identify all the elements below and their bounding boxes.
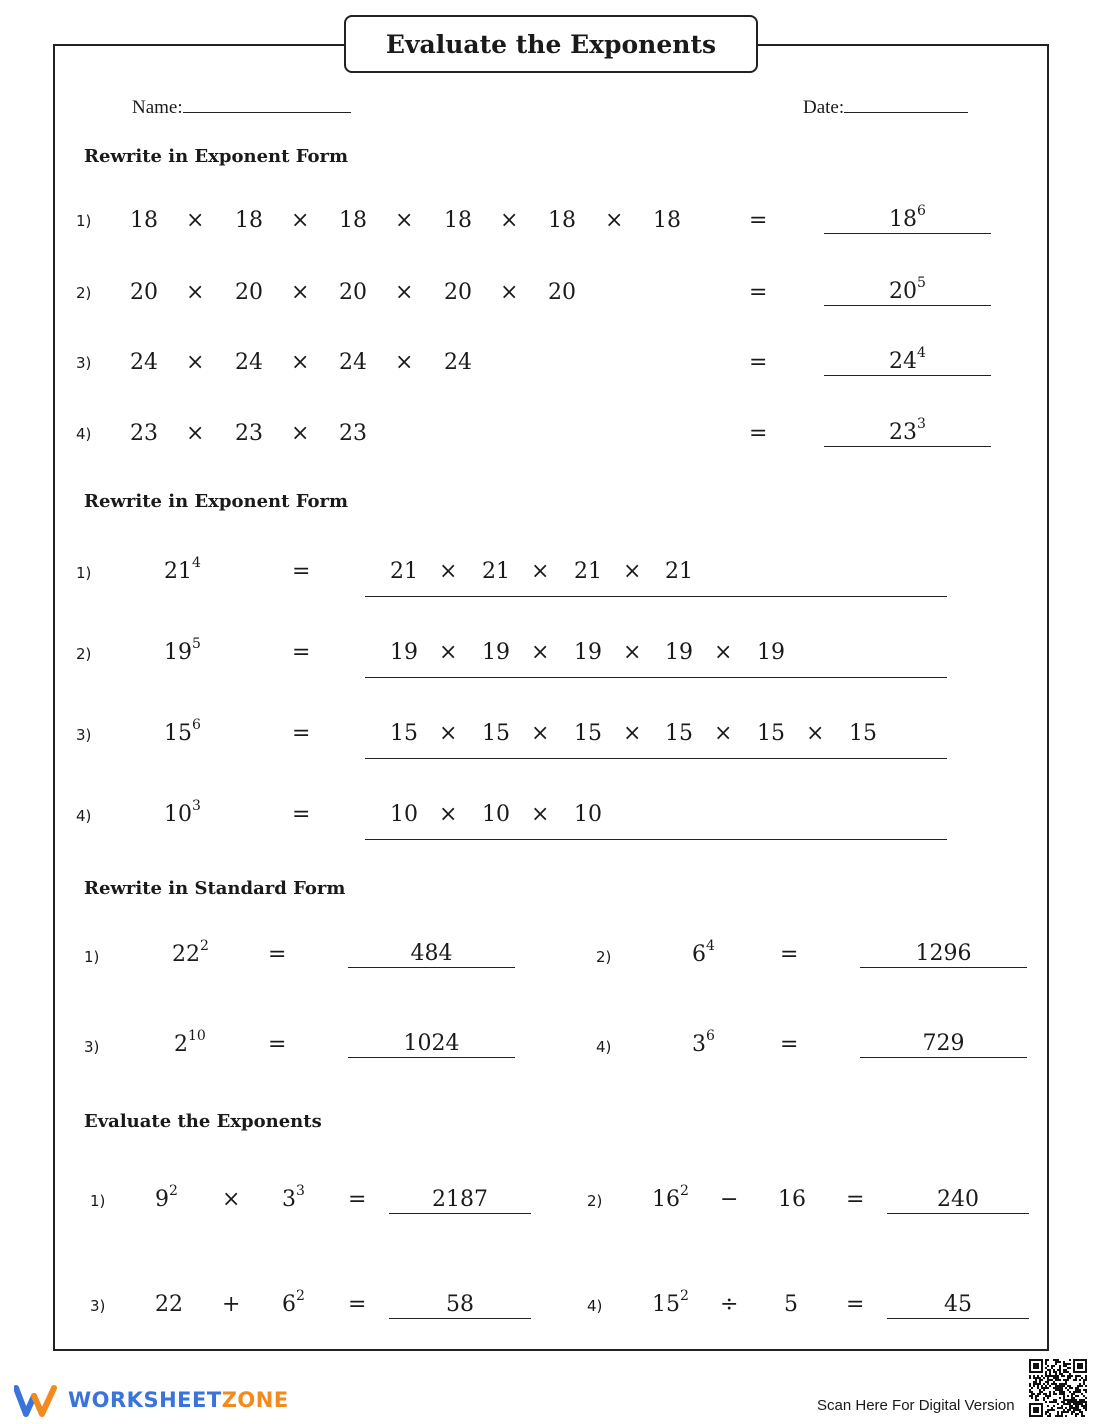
times-sign: × <box>186 208 205 233</box>
answer-line[interactable] <box>824 344 991 376</box>
power <box>692 937 715 967</box>
power <box>172 937 209 967</box>
problem-number: 3) <box>90 1297 106 1315</box>
factor: 24 <box>130 350 158 375</box>
exponent: 4 <box>706 937 715 954</box>
base: 3 <box>692 1032 706 1057</box>
answer-line[interactable] <box>348 936 515 968</box>
factor: 20 <box>548 280 576 305</box>
answer-value: 58 <box>446 1292 474 1317</box>
exponent: 2 <box>296 1287 305 1304</box>
factor: 10 <box>574 802 602 827</box>
problem-number: 4) <box>76 807 92 825</box>
factor: 18 <box>444 208 472 233</box>
exponent: 2 <box>680 1287 689 1304</box>
factor: 19 <box>390 640 418 665</box>
times-sign: × <box>439 721 458 746</box>
power-expression <box>172 937 209 967</box>
factor: 15 <box>665 721 693 746</box>
factor: 23 <box>130 421 158 446</box>
factor: 15 <box>757 721 785 746</box>
exponent: 4 <box>917 344 926 361</box>
factor: 21 <box>482 559 510 584</box>
factor: 18 <box>548 208 576 233</box>
exponent: 5 <box>192 635 201 652</box>
power <box>164 554 201 584</box>
name-blank[interactable] <box>183 94 351 113</box>
factor: 19 <box>665 640 693 665</box>
exponent: 5 <box>917 274 926 291</box>
equals-sign: = <box>292 559 311 584</box>
power-expression <box>164 716 201 746</box>
term <box>652 1182 689 1212</box>
second-term <box>778 1187 806 1212</box>
base: 6 <box>282 1292 296 1317</box>
times-sign: × <box>531 802 550 827</box>
base: 3 <box>282 1187 296 1212</box>
exponent: 4 <box>192 554 201 571</box>
times-sign: × <box>186 280 205 305</box>
times-sign: × <box>439 640 458 665</box>
equals-sign: = <box>268 1032 287 1057</box>
answer-line[interactable] <box>824 415 991 447</box>
base: 21 <box>164 559 192 584</box>
term <box>282 1287 305 1317</box>
answer-line[interactable] <box>348 1026 515 1058</box>
answer-value: 2187 <box>432 1187 488 1212</box>
problem-number: 1) <box>76 212 92 230</box>
factor: 15 <box>574 721 602 746</box>
power-expression <box>174 1027 206 1057</box>
equals-sign: = <box>348 1292 367 1317</box>
answer-line[interactable] <box>365 838 947 840</box>
problem-number: 2) <box>76 645 92 663</box>
section1-heading: Rewrite in Exponent Form <box>84 146 349 167</box>
exponent: 6 <box>706 1027 715 1044</box>
problem-number: 4) <box>76 425 92 443</box>
base: 19 <box>164 640 192 665</box>
times-sign: × <box>186 421 205 446</box>
answer-line[interactable] <box>389 1182 531 1214</box>
power <box>692 1027 715 1057</box>
problem-number: 1) <box>90 1192 106 1210</box>
term <box>778 1187 806 1212</box>
equals-sign: = <box>846 1187 865 1212</box>
problem-number: 2) <box>596 948 612 966</box>
section2-heading: Rewrite in Exponent Form <box>84 491 349 512</box>
date-field <box>803 94 968 119</box>
times-sign: × <box>531 559 550 584</box>
power <box>164 635 201 665</box>
exponent: 3 <box>296 1182 305 1199</box>
equals-sign: = <box>749 350 768 375</box>
answer-line[interactable] <box>860 936 1027 968</box>
factor: 21 <box>390 559 418 584</box>
worksheetzone-logo-icon <box>14 1384 62 1418</box>
scan-text: Scan Here For Digital Version <box>817 1397 1015 1414</box>
exponent: 2 <box>200 937 209 954</box>
brand-right: ZONE <box>221 1388 289 1412</box>
name-label: Name: <box>132 97 183 118</box>
factor: 10 <box>482 802 510 827</box>
equals-sign: = <box>749 421 768 446</box>
base: 22 <box>155 1292 183 1317</box>
first-term <box>652 1287 689 1317</box>
equals-sign: = <box>292 640 311 665</box>
answer-power <box>889 202 926 232</box>
factor: 15 <box>390 721 418 746</box>
times-sign: × <box>291 350 310 375</box>
answer-value: 1296 <box>915 941 972 966</box>
exponent: 6 <box>917 202 926 219</box>
answer-value: 729 <box>922 1031 965 1056</box>
operator-sign: + <box>222 1292 241 1317</box>
equals-sign: = <box>292 802 311 827</box>
answer-power <box>889 415 926 445</box>
times-sign: × <box>714 640 733 665</box>
equals-sign: = <box>780 942 799 967</box>
times-sign: × <box>291 280 310 305</box>
times-sign: × <box>531 640 550 665</box>
base: 9 <box>155 1187 169 1212</box>
power-expression <box>692 937 715 967</box>
answer-line[interactable] <box>860 1026 1027 1058</box>
problem-number: 4) <box>587 1297 603 1315</box>
answer-value: 1024 <box>403 1031 460 1056</box>
factor: 18 <box>130 208 158 233</box>
term <box>652 1287 689 1317</box>
base: 20 <box>889 279 918 304</box>
times-sign: × <box>531 721 550 746</box>
factor: 18 <box>339 208 367 233</box>
section4-heading: Evaluate the Exponents <box>84 1111 322 1132</box>
exponent: 10 <box>188 1027 206 1044</box>
factor: 24 <box>235 350 263 375</box>
times-sign: × <box>605 208 624 233</box>
times-sign: × <box>291 421 310 446</box>
answer-power <box>889 344 926 374</box>
base: 5 <box>784 1292 798 1317</box>
term <box>784 1292 798 1317</box>
times-sign: × <box>439 802 458 827</box>
answer-value: 45 <box>944 1292 972 1317</box>
operator-sign: ÷ <box>720 1292 739 1317</box>
answer-line[interactable] <box>365 757 947 759</box>
base: 10 <box>164 802 192 827</box>
times-sign: × <box>623 559 642 584</box>
answer-value: 240 <box>937 1187 979 1212</box>
factor: 20 <box>130 280 158 305</box>
base: 16 <box>778 1187 806 1212</box>
equals-sign: = <box>749 280 768 305</box>
section3-heading: Rewrite in Standard Form <box>84 878 346 899</box>
exponent: 3 <box>192 797 201 814</box>
name-field <box>132 94 351 119</box>
base: 6 <box>692 942 706 967</box>
times-sign: × <box>623 640 642 665</box>
date-label: Date: <box>803 97 845 118</box>
times-sign: × <box>500 208 519 233</box>
problem-number: 3) <box>76 726 92 744</box>
worksheet-title: Evaluate the Exponents <box>344 15 758 73</box>
problem-number: 3) <box>84 1038 100 1056</box>
times-sign: × <box>623 721 642 746</box>
times-sign: × <box>395 350 414 375</box>
second-term <box>784 1292 798 1317</box>
problem-number: 2) <box>587 1192 603 1210</box>
answer-line[interactable] <box>824 202 991 234</box>
factor: 23 <box>339 421 367 446</box>
exponent: 2 <box>169 1182 178 1199</box>
first-term <box>155 1292 183 1317</box>
power <box>164 797 201 827</box>
problem-number: 4) <box>596 1038 612 1056</box>
base: 2 <box>174 1032 188 1057</box>
first-term <box>155 1182 178 1212</box>
times-sign: × <box>291 208 310 233</box>
equals-sign: = <box>846 1292 865 1317</box>
answer-line[interactable] <box>389 1287 531 1319</box>
date-blank[interactable] <box>844 94 968 113</box>
problem-number: 1) <box>84 948 100 966</box>
factor: 24 <box>444 350 472 375</box>
power-expression <box>692 1027 715 1057</box>
equals-sign: = <box>348 1187 367 1212</box>
factor: 18 <box>653 208 681 233</box>
base: 23 <box>889 420 918 445</box>
brand-left: WORKSHEET <box>68 1388 222 1412</box>
problem-number: 2) <box>76 284 92 302</box>
power <box>174 1027 206 1057</box>
first-term <box>652 1182 689 1212</box>
times-sign: × <box>439 559 458 584</box>
times-sign: × <box>186 350 205 375</box>
base: 24 <box>889 349 918 374</box>
factor: 19 <box>482 640 510 665</box>
second-term <box>282 1287 305 1317</box>
worksheetzone-brand <box>68 1388 289 1412</box>
term <box>282 1182 305 1212</box>
answer-power <box>889 274 926 304</box>
exponent: 6 <box>192 716 201 733</box>
factor: 24 <box>339 350 367 375</box>
power-expression <box>164 635 201 665</box>
equals-sign: = <box>268 942 287 967</box>
answer-value: 484 <box>410 941 453 966</box>
base: 22 <box>172 942 200 967</box>
base: 18 <box>889 207 918 232</box>
times-sign: × <box>395 280 414 305</box>
factor: 23 <box>235 421 263 446</box>
base: 16 <box>652 1187 680 1212</box>
equals-sign: = <box>780 1032 799 1057</box>
power-expression <box>164 554 201 584</box>
power <box>164 716 201 746</box>
answer-line[interactable] <box>365 676 947 678</box>
worksheet-frame <box>53 44 1049 1351</box>
second-term <box>282 1182 305 1212</box>
factor: 20 <box>235 280 263 305</box>
operator-sign: × <box>222 1187 241 1212</box>
answer-line[interactable] <box>824 274 991 306</box>
qr-code-icon[interactable] <box>1029 1359 1087 1417</box>
base: 15 <box>164 721 192 746</box>
factor: 19 <box>757 640 785 665</box>
answer-line[interactable] <box>887 1287 1029 1319</box>
times-sign: × <box>714 721 733 746</box>
exponent: 3 <box>917 415 926 432</box>
times-sign: × <box>806 721 825 746</box>
answer-line[interactable] <box>365 595 947 597</box>
exponent: 2 <box>680 1182 689 1199</box>
base: 15 <box>652 1292 680 1317</box>
factor: 20 <box>339 280 367 305</box>
factor: 18 <box>235 208 263 233</box>
power-expression <box>164 797 201 827</box>
problem-number: 1) <box>76 564 92 582</box>
factor: 15 <box>482 721 510 746</box>
factor: 19 <box>574 640 602 665</box>
term <box>155 1182 178 1212</box>
factor: 21 <box>574 559 602 584</box>
factor: 15 <box>849 721 877 746</box>
factor: 21 <box>665 559 693 584</box>
times-sign: × <box>500 280 519 305</box>
times-sign: × <box>395 208 414 233</box>
operator-sign: − <box>720 1187 739 1212</box>
equals-sign: = <box>292 721 311 746</box>
equals-sign: = <box>749 208 768 233</box>
answer-line[interactable] <box>887 1182 1029 1214</box>
problem-number: 3) <box>76 354 92 372</box>
factor: 10 <box>390 802 418 827</box>
term <box>155 1292 183 1317</box>
factor: 20 <box>444 280 472 305</box>
